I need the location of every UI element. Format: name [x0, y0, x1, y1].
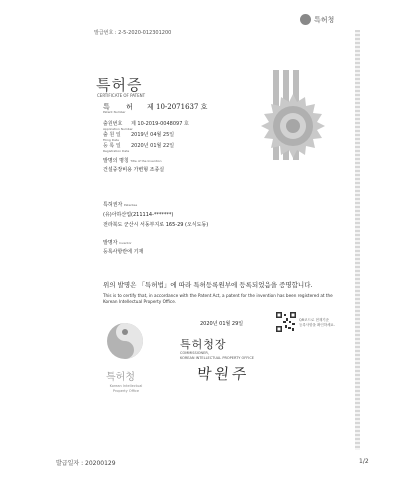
footer-issue-date: 발급일자 : 20200129 [56, 460, 116, 467]
office-title-korean: 특허청장 [180, 338, 227, 351]
field-label: 등 록 일 [103, 143, 121, 149]
inventor-label: 발명자 Inventor [103, 240, 132, 246]
patent-number-label-en: Patent Number [103, 110, 126, 114]
field-value: 2019년 04월 25일 [131, 132, 175, 138]
kipo-mark-icon [300, 14, 311, 25]
issue-number: 발급번호 : 2-5-2020-012301200 [94, 30, 172, 36]
qr-code-icon[interactable] [276, 312, 296, 332]
field-label: 출 원 일 [103, 132, 121, 138]
official-seal-icon [260, 93, 326, 159]
certificate-title-en: CERTIFICATE OF PATENT [97, 93, 146, 98]
statement-english: This is to certify that, in accordance with the Patent Act, a patent for the invention has been registered at the Korean Intellectual Property Office. [103, 293, 333, 304]
kipo-logo [100, 322, 150, 407]
patent-number-label: 특 허 [103, 103, 140, 111]
patent-number-value: 제 10-2071637 호 [147, 103, 208, 111]
field-value: 2020년 01월 22일 [131, 143, 175, 149]
qr-note-text: QR코드로 현재기준 등록사항을 확인하세요. [299, 318, 336, 327]
kipo-emblem-icon [106, 322, 144, 360]
footer-page-number: 1/2 [359, 458, 369, 465]
office-title-english: COMMISSIONER, KOREAN INTELLECTUAL PROPERTY OFFICE [180, 351, 254, 360]
kipo-logo-en: Korean Intellectual Property Office [109, 384, 143, 393]
top-logo [300, 14, 352, 26]
patentee-address: 전라북도 군산시 서동부지로 165-29 (오식도동) [103, 222, 209, 228]
patentee-name: (유)아하산업(211114-*******) [103, 212, 174, 218]
invention-title-label: 발명의 명칭 Title of the Invention [103, 158, 162, 164]
kipo-logo-name: 특허청 [106, 372, 135, 383]
statement-korean: 위의 발명은 「특허법」에 따라 특허등록원부에 등록되었음을 증명합니다. [103, 281, 313, 289]
field-value: 제 10-2019-0048097 호 [131, 121, 189, 127]
commissioner-signature: 박원주 [196, 365, 251, 383]
qr-note [299, 318, 335, 328]
issue-date: 2020년 01월 29일 [200, 321, 244, 327]
field-label: 출원번호 [103, 121, 123, 127]
invention-title: 건설중장비용 가변형 조종실 [103, 167, 165, 173]
field-label-en: Filing Date [103, 138, 119, 142]
certificate-title: 특허증 [96, 76, 143, 94]
security-strip [355, 30, 360, 450]
field-label-en: Registration Date [103, 149, 130, 153]
field-label-en: Application Number [103, 127, 133, 131]
top-logo-text: 특허청 [314, 16, 335, 24]
inventor-text: 등록사항란에 기재 [103, 249, 144, 255]
patentee-label: 특허권자 Patentee [103, 202, 138, 208]
